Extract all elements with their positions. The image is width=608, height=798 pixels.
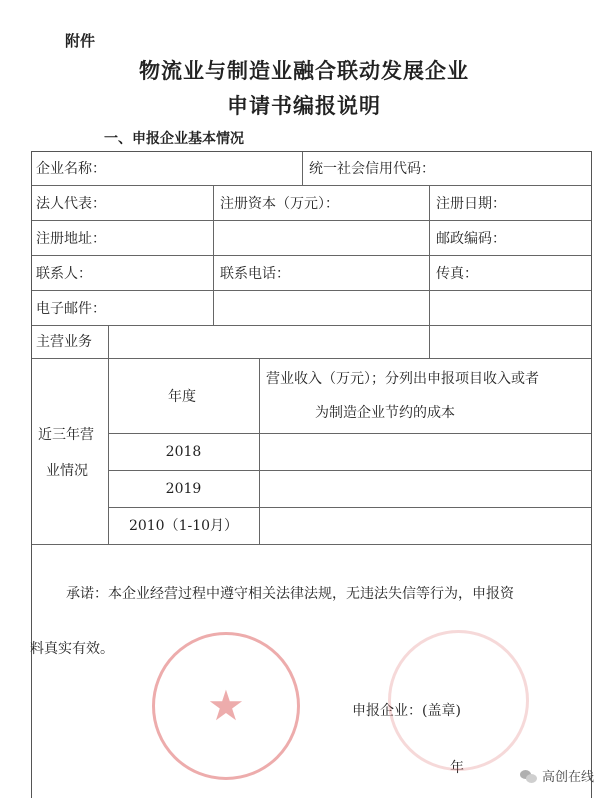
- row-divider: [32, 220, 591, 221]
- application-form-table: [31, 151, 592, 798]
- business-3yr-label-line1: 近三年营: [38, 427, 94, 443]
- year-cell-2018: 2018: [165, 444, 202, 460]
- wechat-icon: [520, 769, 538, 783]
- star-icon: ★: [207, 681, 245, 730]
- row-divider: [32, 325, 591, 326]
- year-cell-2010: 2010（1-10月）: [128, 518, 239, 534]
- document-title-line2: 申请书编报说明: [227, 93, 381, 118]
- row-divider: [32, 290, 591, 291]
- row-divider: [32, 544, 591, 545]
- registration-date-label: 注册日期：: [436, 196, 506, 212]
- email-label: 电子邮件：: [36, 301, 106, 317]
- company-name-label: 企业名称：: [36, 161, 106, 177]
- pledge-text-line1: 承诺：本企业经营过程中遵守相关法律法规，无违法失信等行为，申报资: [66, 586, 514, 602]
- revenue-column-header-line2: 为制造企业节约的成本: [315, 405, 455, 421]
- revenue-column-header-line1: 营业收入（万元）；分列出申报项目收入或者: [266, 371, 539, 387]
- contact-person-label: 联系人：: [36, 266, 92, 282]
- watermark: [520, 766, 594, 785]
- postal-code-label: 邮政编码：: [436, 231, 506, 247]
- column-divider: [213, 185, 214, 255]
- column-divider: [259, 358, 260, 544]
- column-divider: [302, 152, 303, 185]
- row-divider: [108, 433, 591, 434]
- row-divider: [108, 470, 591, 471]
- contact-phone-label: 联系电话：: [220, 266, 290, 282]
- applicant-seal-label: 申报企业：(盖章): [352, 703, 461, 719]
- fax-label: 传真：: [436, 266, 478, 282]
- column-divider: [213, 255, 214, 325]
- business-3yr-label-line2: 业情况: [46, 463, 88, 479]
- pledge-text-line2: 料真实有效。: [30, 641, 114, 657]
- section-heading: 一、申报企业基本情况: [104, 131, 244, 147]
- attachment-label: 附件: [65, 32, 96, 50]
- credit-code-label: 统一社会信用代码：: [309, 161, 435, 177]
- column-divider: [429, 185, 430, 358]
- year-cell-2019: 2019: [165, 481, 202, 497]
- row-divider: [32, 255, 591, 256]
- legal-rep-label: 法人代表：: [36, 196, 106, 212]
- row-divider: [32, 358, 591, 359]
- main-business-label: 主营业务: [36, 334, 92, 350]
- column-divider: [108, 325, 109, 544]
- row-divider: [108, 507, 591, 508]
- row-divider: [32, 185, 591, 186]
- year-column-header: 年度: [168, 389, 196, 405]
- watermark-text: 高创在线: [541, 770, 594, 785]
- document-title-line1: 物流业与制造业融合联动发展企业: [139, 58, 469, 83]
- registered-address-label: 注册地址：: [36, 231, 106, 247]
- date-year-label: 年: [450, 760, 464, 776]
- registered-capital-label: 注册资本（万元）：: [220, 196, 339, 212]
